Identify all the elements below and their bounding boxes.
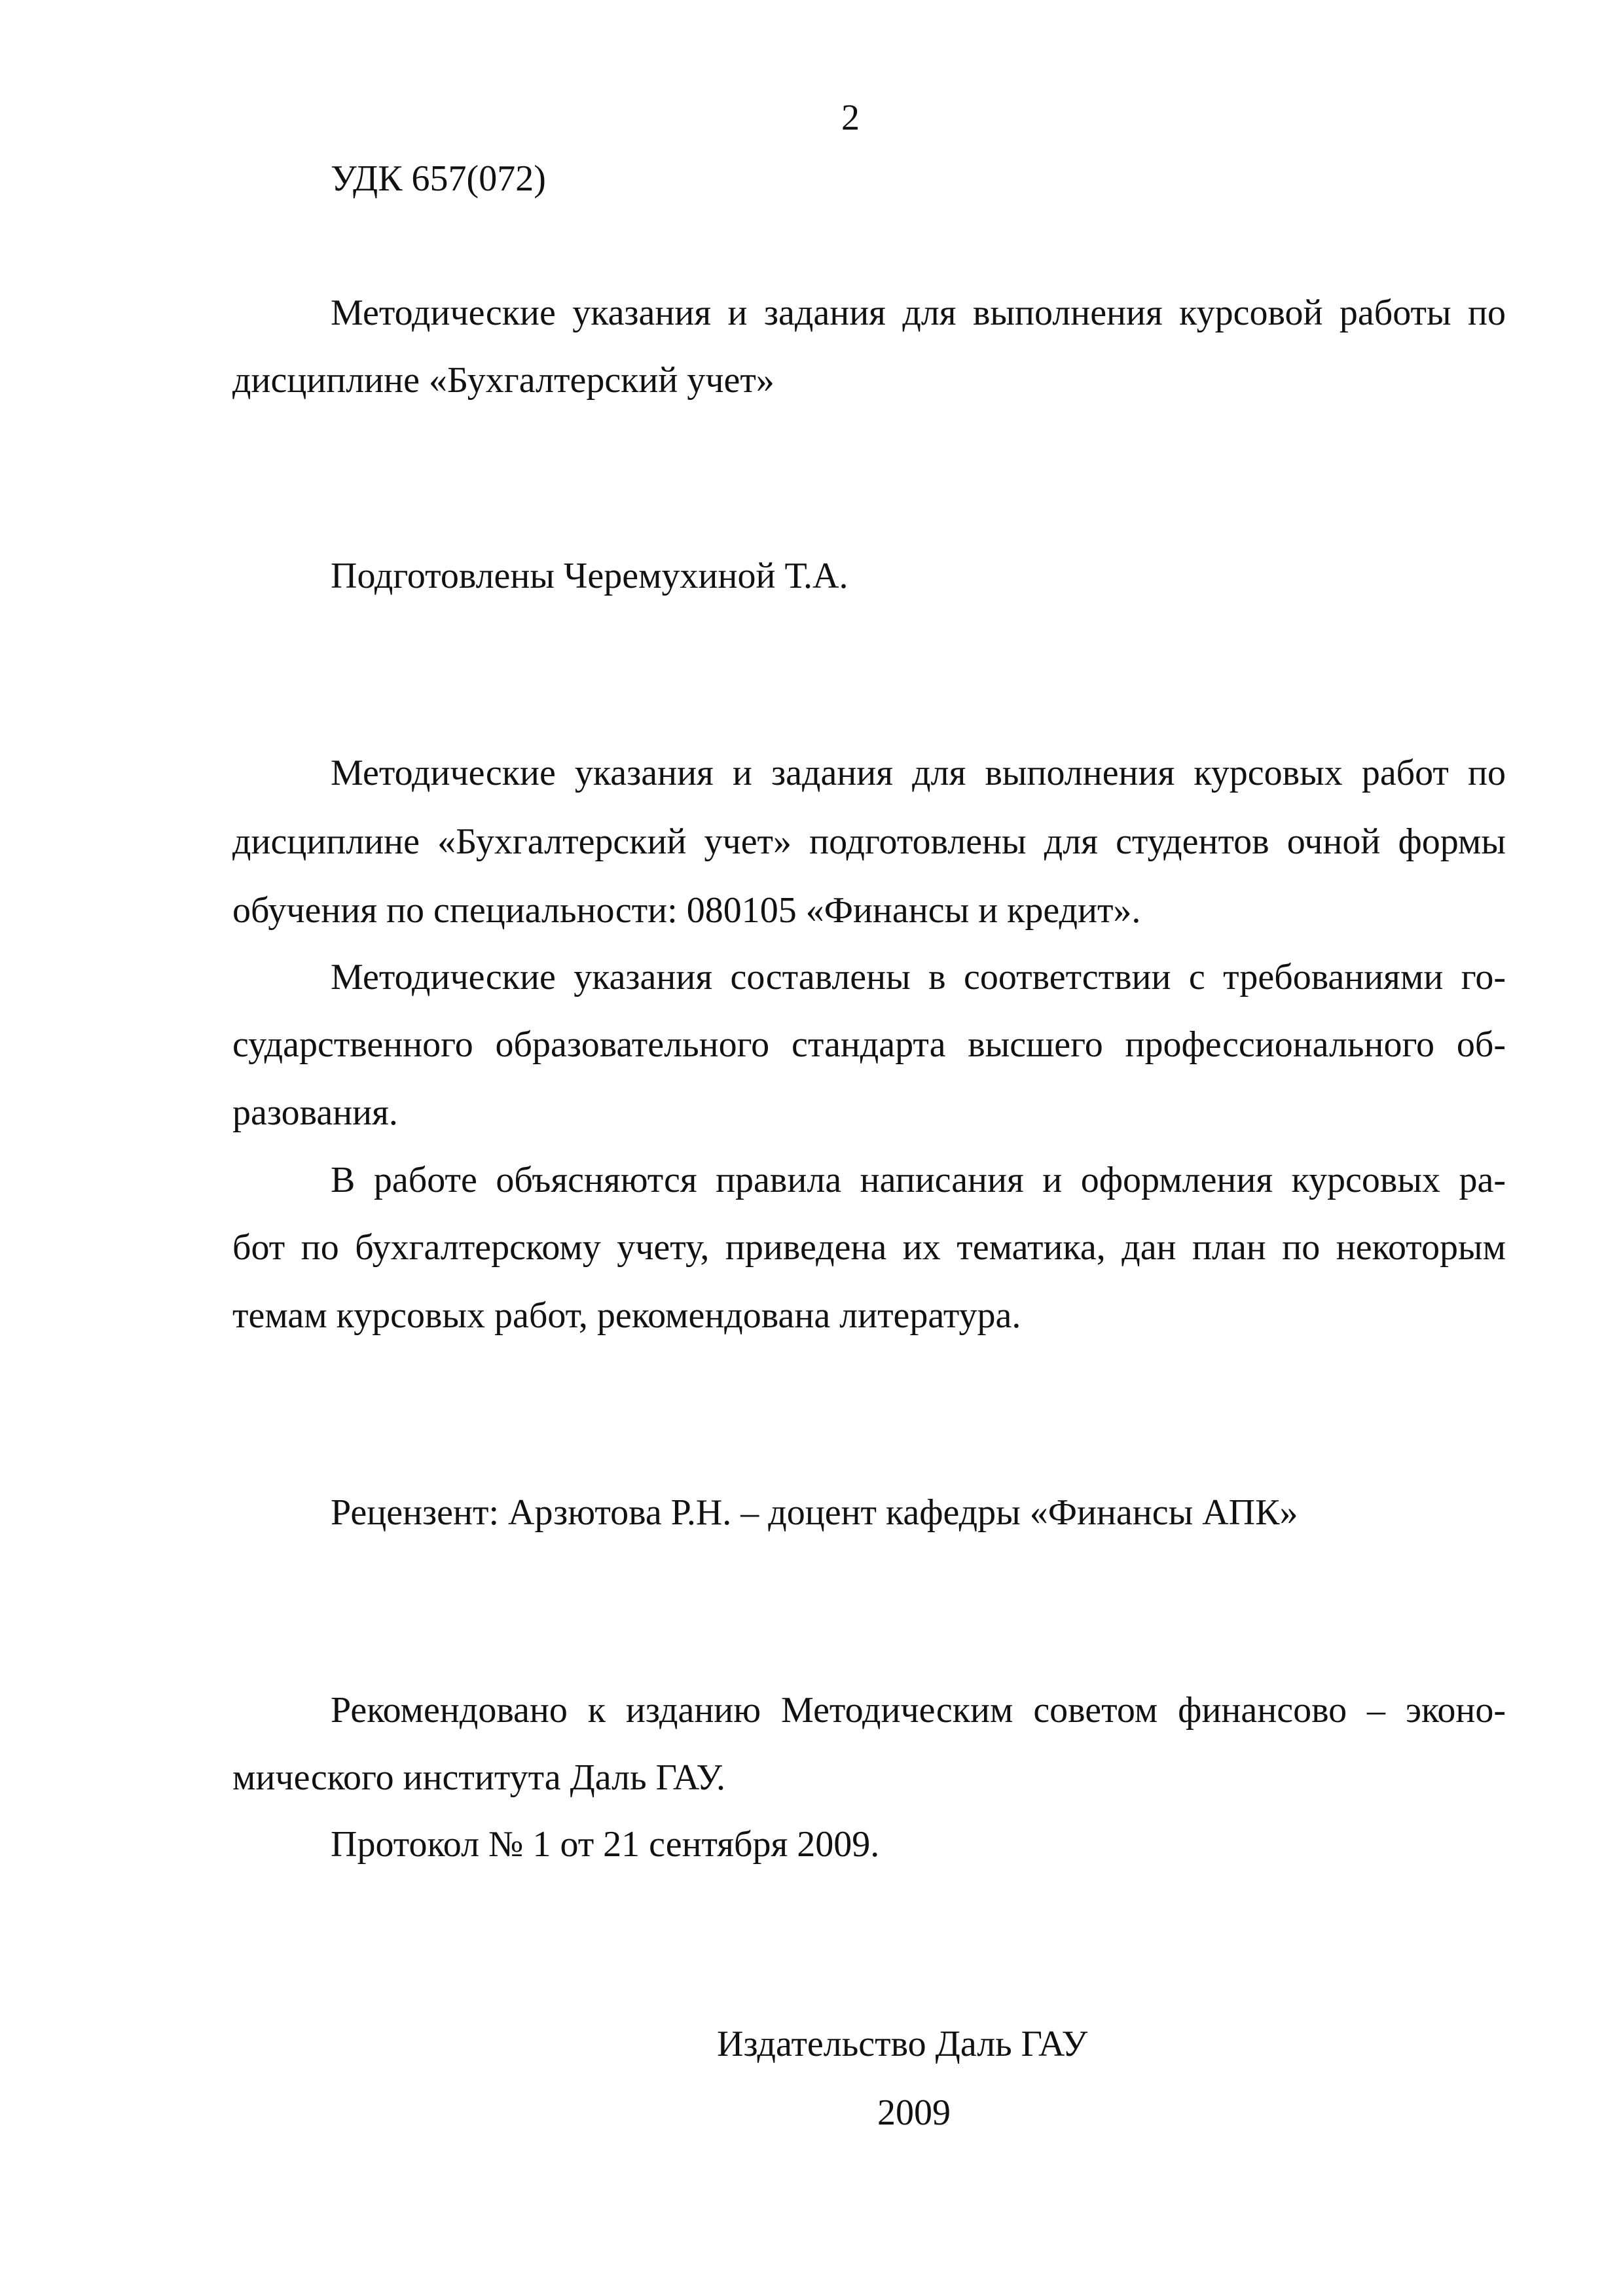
annotation-p3-line-3: темам курсовых работ, рекомендована литература.: [232, 1295, 1021, 1336]
annotation-p2-line-1: Методические указания составлены в соответствии с требованиями го-: [331, 957, 1506, 997]
page-number: 2: [841, 98, 860, 138]
annotation-p3-line-2: бот по бухгалтерскому учету, приведена их тематика, дан план по некоторым: [232, 1227, 1506, 1268]
protocol: Протокол № 1 от 21 сентября 2009.: [331, 1824, 880, 1865]
publisher: Издательство Даль ГАУ: [717, 2024, 1088, 2064]
title-line-2: дисциплине «Бухгалтерский учет»: [232, 360, 775, 401]
annotation-p1-line-1: Методические указания и задания для выполнения курсовых работ по: [331, 753, 1506, 793]
recommendation-line-1: Рекомендовано к изданию Методическим советом финансово – эконо-: [331, 1690, 1506, 1731]
title-line-1: Методические указания и задания для выполнения курсовой работы по: [331, 293, 1506, 333]
annotation-p1-line-3: обучения по специальности: 080105 «Финансы и кредит».: [232, 890, 1141, 931]
publication-year: 2009: [877, 2092, 951, 2133]
reviewer: Рецензент: Арзютова Р.Н. – доцент кафедры «Финансы АПК»: [331, 1492, 1298, 1533]
annotation-p2-line-3: разования.: [232, 1092, 398, 1133]
annotation-p1-line-2: дисциплине «Бухгалтерский учет» подготовлены для студентов очной формы: [232, 821, 1506, 862]
annotation-p3-line-1: В работе объясняются правила написания и оформления курсовых ра-: [331, 1160, 1506, 1200]
udk-code: УДК 657(072): [331, 158, 546, 199]
prepared-by: Подготовлены Черемухиной Т.А.: [331, 556, 848, 596]
annotation-p2-line-2: сударственного образовательного стандарта высшего профессионального об-: [232, 1024, 1506, 1065]
recommendation-line-2: мического института Даль ГАУ.: [232, 1757, 725, 1798]
